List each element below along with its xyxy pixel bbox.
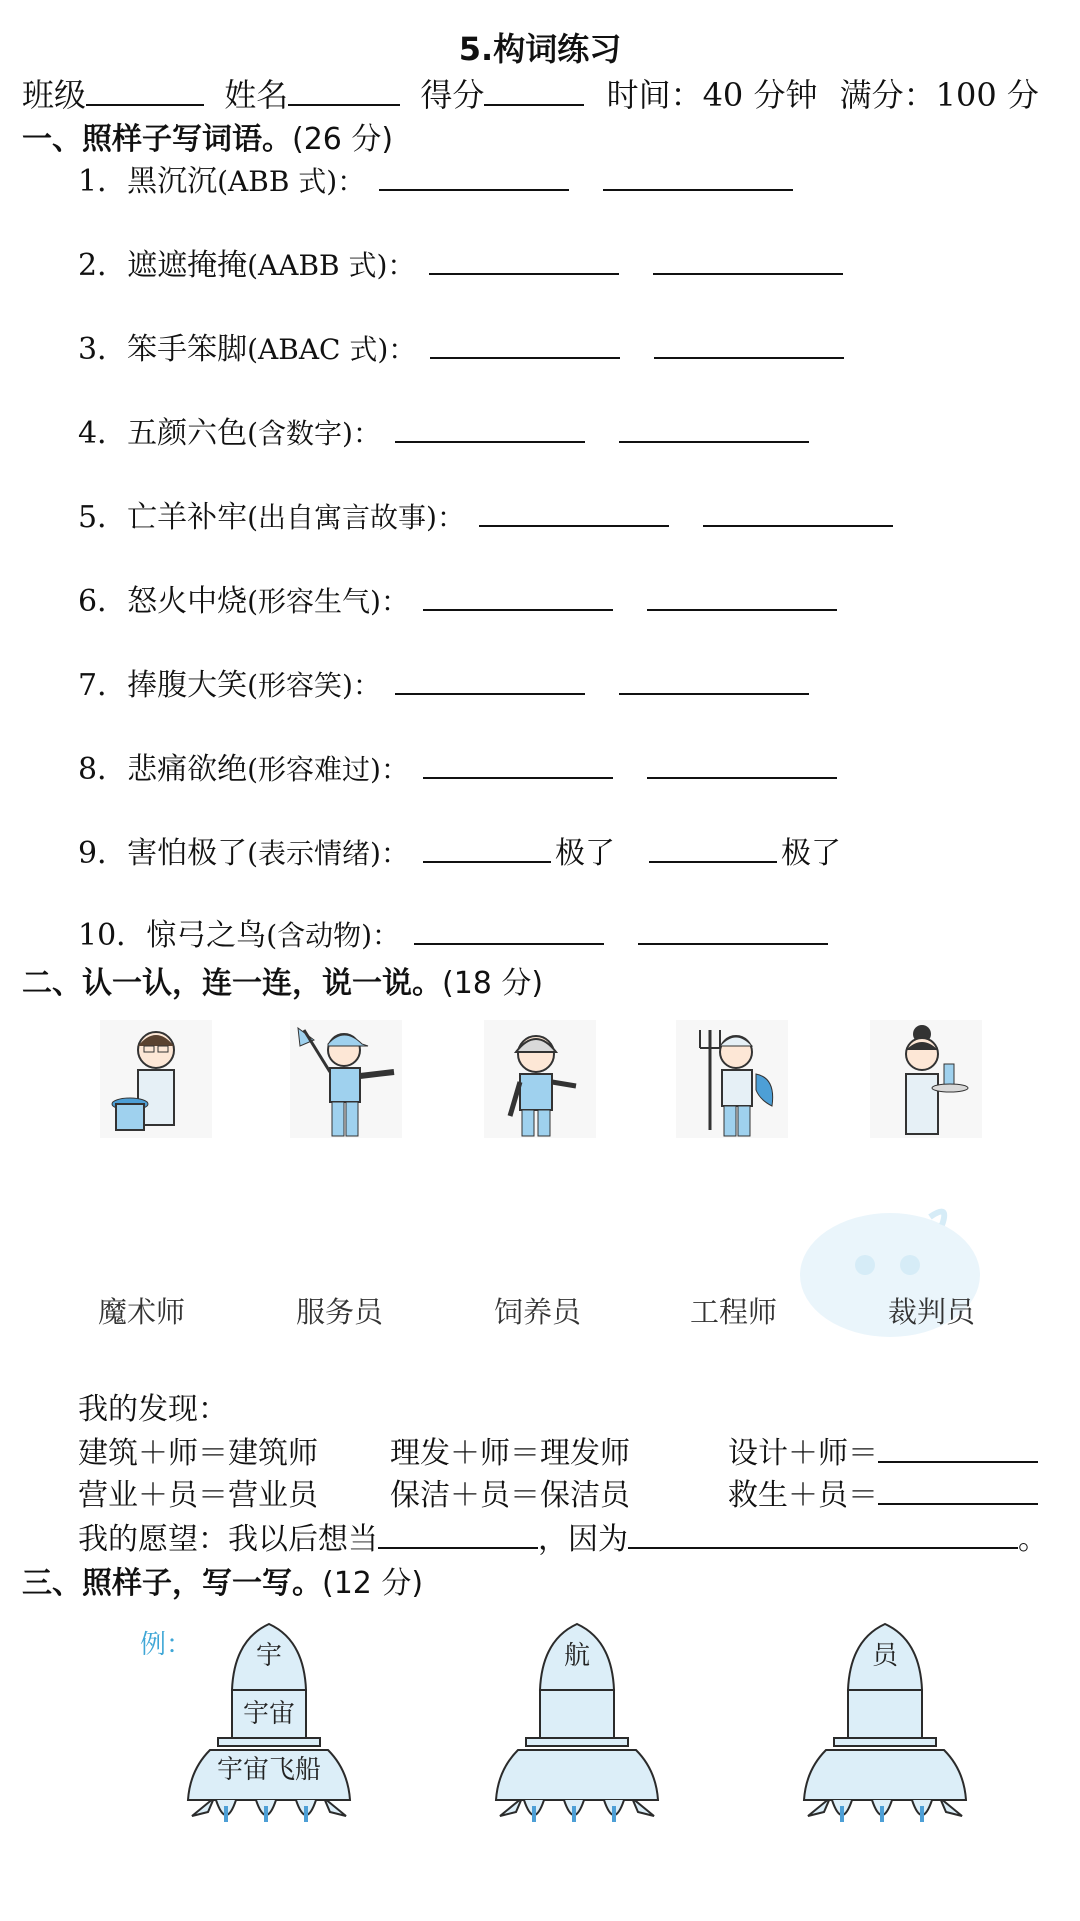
wish-mid: ，因为 — [538, 1522, 628, 1557]
item-hint: (ABB 式)： — [217, 165, 366, 198]
item-number: 8． — [78, 752, 128, 787]
rocket-example — [174, 1620, 364, 1840]
item-word: 遮遮掩掩 — [127, 248, 248, 283]
section2-heading — [22, 958, 543, 1002]
discovery-row — [78, 1470, 878, 1514]
item-hint: (ABAC 式)： — [247, 333, 417, 366]
item-word: 悲痛欲绝 — [127, 752, 248, 787]
rocket-top-text: 宇 — [255, 1641, 283, 1671]
referee-illustration[interactable] — [290, 1020, 402, 1138]
rocket-yuan[interactable] — [790, 1620, 980, 1840]
header-line — [22, 70, 1039, 116]
list-item — [78, 492, 893, 536]
item-number: 3． — [78, 332, 128, 367]
wish-end: 。 — [1018, 1522, 1048, 1557]
item-hint: (形容笑)： — [247, 669, 381, 702]
item-hint: (出自寓言故事)： — [247, 501, 465, 534]
waitress-illustration[interactable] — [870, 1020, 982, 1138]
breeder-illustration[interactable] — [676, 1020, 788, 1138]
rocket-top-text: 员 — [871, 1641, 899, 1671]
item-hint: (含动物)： — [266, 919, 401, 952]
list-item — [78, 240, 843, 284]
item-word: 害怕极了 — [127, 836, 248, 871]
full-score-text: 满分：100 分 — [839, 76, 1039, 114]
rocket-bottom-text: 宇宙飞船 — [216, 1755, 322, 1785]
job-label-breeder[interactable]: 饲养员 — [494, 1295, 582, 1329]
discovery-label: 我的发现： — [78, 1392, 228, 1427]
item-number: 2． — [78, 248, 128, 283]
item-word: 捧腹大笑 — [127, 668, 248, 703]
item-word: 怒火中烧 — [127, 584, 248, 619]
section1-heading — [22, 114, 393, 158]
answer-blank[interactable] — [423, 581, 613, 611]
answer-blank[interactable] — [878, 1473, 1038, 1505]
item-number: 6． — [78, 584, 128, 619]
section3-title: 三、照样子，写一写。 — [22, 1566, 322, 1601]
answer-blank[interactable] — [653, 245, 843, 275]
answer-blank[interactable] — [395, 665, 585, 695]
answer-blank[interactable] — [479, 497, 669, 527]
item-word: 惊弓之鸟 — [146, 918, 267, 953]
score-blank[interactable] — [484, 74, 584, 106]
section1-score: (26 分) — [292, 122, 394, 157]
job-label-waiter[interactable]: 服务员 — [296, 1295, 384, 1329]
equation: 理发＋师＝理发师 — [390, 1436, 630, 1471]
answer-blank[interactable] — [379, 161, 569, 191]
rocket-middle-text: 宇宙 — [242, 1699, 296, 1729]
answer-blank[interactable] — [429, 245, 619, 275]
item-word: 五颜六色 — [127, 416, 248, 451]
answer-blank[interactable] — [649, 833, 777, 863]
section3-heading — [22, 1558, 423, 1602]
item-suffix: 极了 — [780, 836, 841, 871]
wish-line — [78, 1514, 1048, 1558]
page-title: 5.构词练习 — [458, 30, 622, 68]
item-word: 亡羊补牢 — [127, 500, 248, 535]
list-item — [78, 156, 793, 200]
item-number: 4． — [78, 416, 128, 451]
answer-blank[interactable] — [647, 749, 837, 779]
equation-with-blank — [728, 1428, 1038, 1472]
answer-blank[interactable] — [430, 329, 620, 359]
example-label: 例： — [140, 1630, 193, 1660]
item-number: 10． — [78, 918, 147, 953]
list-item — [78, 828, 841, 872]
list-item — [78, 744, 837, 788]
item-number: 7． — [78, 668, 128, 703]
answer-blank[interactable] — [638, 915, 828, 945]
score-label: 得分 — [420, 76, 485, 114]
answer-blank[interactable] — [603, 161, 793, 191]
item-hint: (形容生气)： — [247, 585, 409, 618]
job-label-magician[interactable]: 魔术师 — [98, 1295, 186, 1329]
item-hint: (形容难过)： — [247, 753, 409, 786]
item-number: 1． — [78, 164, 128, 199]
list-item — [78, 324, 844, 368]
list-item — [78, 408, 809, 452]
answer-blank[interactable] — [647, 581, 837, 611]
answer-blank[interactable] — [703, 497, 893, 527]
name-label: 姓名 — [224, 76, 289, 114]
equation: 设计＋师＝ — [728, 1436, 878, 1471]
wish-prefix: 我的愿望：我以后想当 — [78, 1522, 378, 1557]
wish-reason-blank[interactable] — [628, 1517, 1018, 1549]
discovery-row — [78, 1428, 878, 1472]
answer-blank[interactable] — [423, 749, 613, 779]
answer-blank[interactable] — [395, 413, 585, 443]
equation-with-blank — [728, 1470, 1038, 1514]
answer-blank[interactable] — [619, 665, 809, 695]
equation: 营业＋员＝营业员 — [78, 1478, 318, 1513]
answer-blank[interactable] — [878, 1431, 1038, 1463]
class-blank[interactable] — [86, 74, 204, 106]
equation: 救生＋员＝ — [728, 1478, 878, 1513]
item-hint: (表示情绪)： — [247, 837, 409, 870]
list-item — [78, 576, 837, 620]
magician-illustration[interactable] — [100, 1020, 212, 1138]
item-suffix: 极了 — [554, 836, 615, 871]
section2-score: (18 分) — [442, 966, 544, 1001]
job-label-referee[interactable]: 裁判员 — [888, 1295, 976, 1329]
wish-job-blank[interactable] — [378, 1517, 538, 1549]
item-number: 9． — [78, 836, 128, 871]
rocket-top-text: 航 — [563, 1641, 591, 1671]
answer-blank[interactable] — [654, 329, 844, 359]
section3-score: (12 分) — [322, 1566, 424, 1601]
answer-blank[interactable] — [414, 915, 604, 945]
equation: 建筑＋师＝建筑师 — [78, 1436, 318, 1471]
section2-title: 二、认一认，连一连，说一说。 — [22, 966, 442, 1001]
list-item — [78, 910, 828, 954]
list-item — [78, 660, 809, 704]
rocket-hang[interactable] — [482, 1620, 672, 1840]
item-word: 黑沉沉 — [127, 164, 218, 199]
equation: 保洁＋员＝保洁员 — [390, 1478, 630, 1513]
item-number: 5． — [78, 500, 128, 535]
answer-blank[interactable] — [619, 413, 809, 443]
time-text: 时间：40 分钟 — [606, 76, 818, 114]
engineer-illustration[interactable] — [484, 1020, 596, 1138]
item-word: 笨手笨脚 — [127, 332, 248, 367]
item-hint: (AABB 式)： — [247, 249, 416, 282]
job-label-engineer[interactable]: 工程师 — [690, 1295, 778, 1329]
name-blank[interactable] — [288, 74, 400, 106]
class-label: 班级 — [22, 76, 87, 114]
section1-title: 一、照样子写词语。 — [22, 122, 292, 157]
item-hint: (含数字)： — [247, 417, 381, 450]
answer-blank[interactable] — [423, 833, 551, 863]
